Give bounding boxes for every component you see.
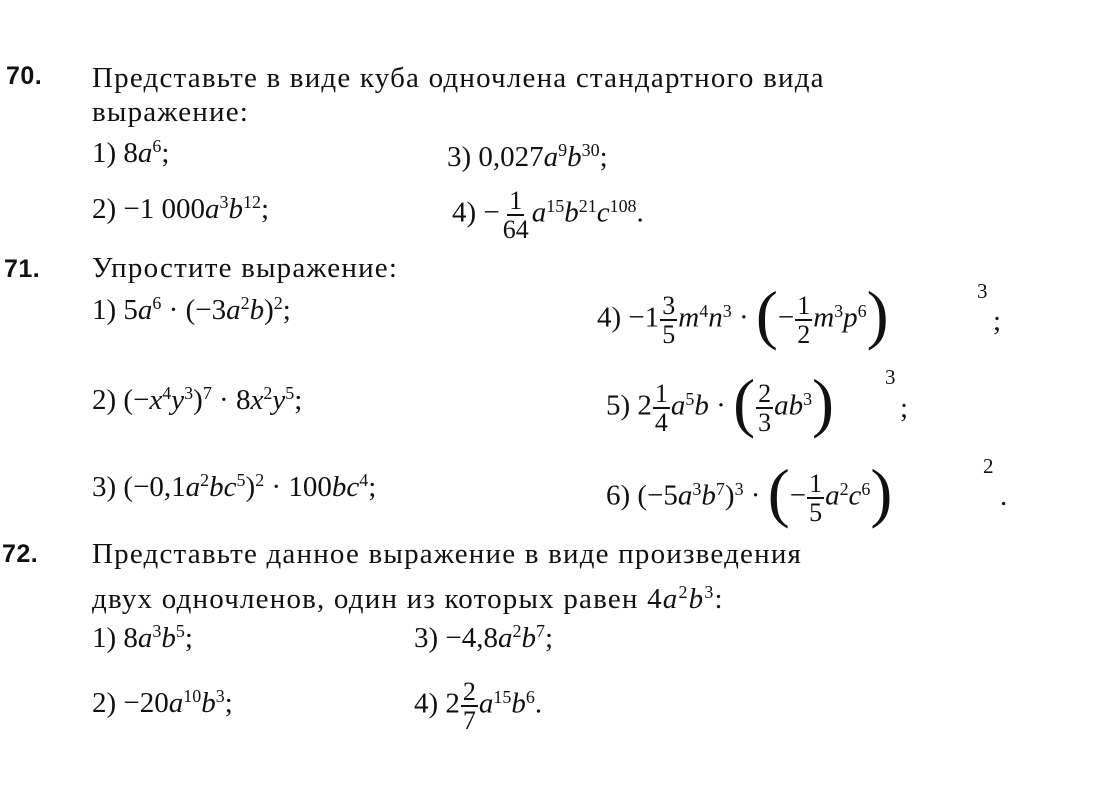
problem-71-item-2: 2) $(-x^4y^3)^7 \cdot 8x^2y^5$; [92,383,303,416]
problem-71-item-1: 1) $5a^6 \cdot (-3a^2b)^2$; [92,293,291,326]
problem-number-71: 71. [4,255,41,283]
problem-70-item-3: 3) $0,027a^9b^{30}$; [447,140,608,173]
problem-71-item-6: 6) $(-5a^3b^7)^3$ · (− $\frac{1}{5}$ $a^2c^6$) [606,456,893,530]
problem-71-item-4: 4) −1 $\frac{3}{5}$ $m^4n^3$ · (− $\frac{1}{2}$ $m^3p^6$) [597,278,889,352]
problem-72-item-3: $3) -4,8a^2b^7$; [414,621,554,654]
problem-70-statement-line2: выражение: [92,96,250,128]
problem-71-item-4-exponent: 3 [977,279,988,303]
problem-number-70: 70. [6,62,43,90]
problem-70-statement-line1: Представьте в виде куба одночлена стандартного вида [92,62,825,94]
problem-71-item-4-semicolon: ; [993,305,1002,337]
problem-number-72: 72. [2,540,39,568]
problem-72-item-2: $2) -20a^{10}b^3$; [92,686,233,719]
problem-71-item-5: 5) 2 $\frac{1}{4}$ $a^5b$ · ( $\frac{2}{3}$ $ab^3$) [606,366,835,440]
problem-70-item-1: 1) $8a^6$; [92,136,170,169]
problem-71-item-3: 3) $(-0,1a^2bc^5)^2 \cdot 100bc^4$; [92,470,377,503]
problem-71-item-6-period: . [1000,480,1008,512]
problem-72-item-4: 4) 2 $\frac{2}{7}$ $a^{15}b^6$. [414,677,543,735]
problem-72-item-1: 1) $8a^3b^5$; [92,621,193,654]
problem-70-item-2: 2) −1 $000a^3b^{12}$; [92,192,270,225]
problem-71-item-6-exponent: 2 [983,454,994,478]
problem-70-item-4: 4) − $\frac{1}{64}$ $a^{15}b^{21}c^{108}$. [452,186,644,244]
problem-71-statement: Упростите выражение: [92,252,399,284]
problem-71-item-5-semicolon: ; [900,392,909,424]
problem-71-item-5-exponent: 3 [885,365,896,389]
problem-72-statement-line2: двух одночленов, один из которых равен $4a^2b^3$: [92,582,724,615]
problem-72-statement-line1: Представьте данное выражение в виде произведения [92,538,803,570]
